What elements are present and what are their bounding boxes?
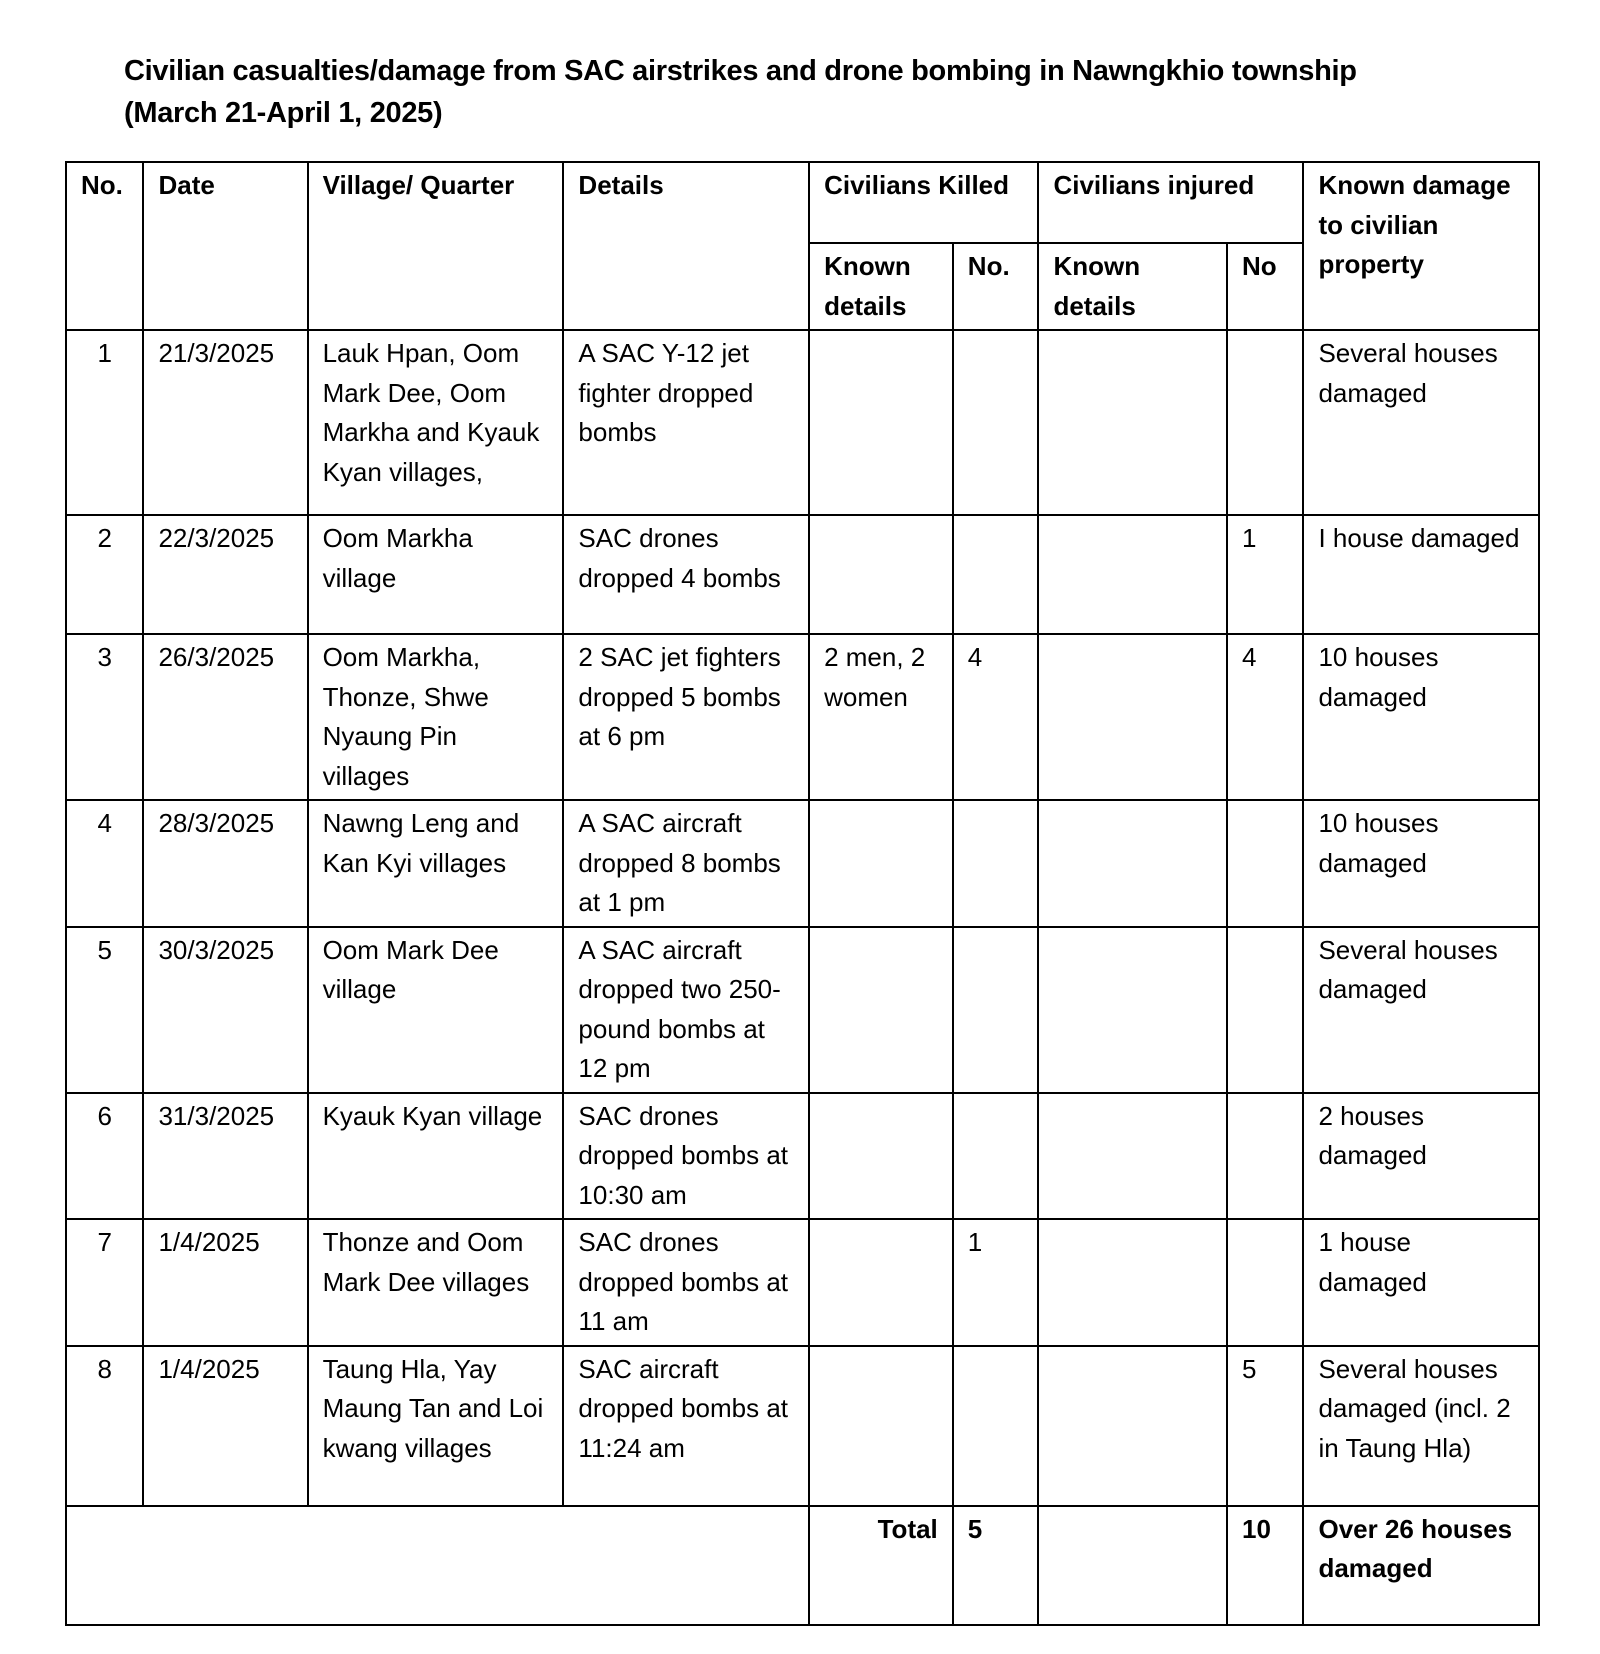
cell-damage: 1 house damaged [1303,1219,1539,1346]
header-civilians-killed: Civilians Killed [809,162,1038,243]
total-injured-known [1038,1506,1227,1625]
cell-damage: 2 houses damaged [1303,1093,1539,1220]
cell-damage: I house damaged [1303,515,1539,634]
total-damage: Over 26 houses damaged [1303,1506,1539,1625]
header-civilians-injured: Civilians injured [1038,162,1303,243]
header-killed-no: No. [953,243,1039,330]
cell-no: 8 [66,1346,143,1506]
cell-village: Nawng Leng and Kan Kyi villages [308,800,564,927]
cell-injured-no: 4 [1227,634,1303,800]
cell-details: A SAC aircraft dropped two 250-pound bombs at 12 pm [563,927,809,1093]
cell-killed-known [809,1093,953,1220]
cell-injured-no [1227,330,1303,515]
cell-village: Oom Markha, Thonze, Shwe Nyaung Pin villages [308,634,564,800]
cell-no: 4 [66,800,143,927]
cell-injured-known [1038,1346,1227,1506]
cell-injured-no: 1 [1227,515,1303,634]
cell-village: Oom Mark Dee village [308,927,564,1093]
header-killed-known-details: Known details [809,243,953,330]
table-row [66,1346,1539,1506]
cell-killed-known: 2 men, 2 women [809,634,953,800]
cell-killed-known [809,515,953,634]
cell-date: 30/3/2025 [143,927,307,1093]
cell-injured-no [1227,927,1303,1093]
header-property-damage: Known damage to civilian property [1303,162,1539,330]
cell-village: Taung Hla, Yay Maung Tan and Loi kwang villages [308,1346,564,1506]
cell-injured-known [1038,515,1227,634]
cell-injured-known [1038,330,1227,515]
header-details: Details [563,162,809,330]
cell-details: SAC drones dropped 4 bombs [563,515,809,634]
cell-killed-no [953,800,1039,927]
table-row [66,634,1539,800]
cell-killed-known [809,330,953,515]
cell-date: 31/3/2025 [143,1093,307,1220]
table-row [66,1093,1539,1220]
cell-injured-known [1038,634,1227,800]
cell-date: 22/3/2025 [143,515,307,634]
header-injured-known-details: Known details [1038,243,1227,330]
table-row [66,800,1539,927]
header-no: No. [66,162,143,330]
cell-injured-no [1227,800,1303,927]
document-title: Civilian casualties/damage from SAC airstrikes and drone bombing in Nawngkhio township (March 21-April 1, 2025) [124,55,1357,129]
cell-killed-no: 4 [953,634,1039,800]
total-injured-no: 10 [1227,1506,1303,1625]
cell-injured-known [1038,800,1227,927]
casualties-table [65,161,1540,1626]
header-village: Village/ Quarter [308,162,564,330]
cell-village: Thonze and Oom Mark Dee villages [308,1219,564,1346]
table-row [66,1219,1539,1346]
cell-no: 6 [66,1093,143,1220]
cell-details: A SAC Y-12 jet fighter dropped bombs [563,330,809,515]
cell-killed-known [809,1219,953,1346]
cell-damage: Several houses damaged [1303,927,1539,1093]
cell-killed-no [953,1346,1039,1506]
cell-injured-known [1038,927,1227,1093]
header-row-top [66,162,1539,243]
total-label: Total [809,1506,953,1625]
table-row [66,515,1539,634]
total-killed-no: 5 [953,1506,1039,1625]
cell-damage: Several houses damaged [1303,330,1539,515]
cell-date: 21/3/2025 [143,330,307,515]
total-row [66,1506,1539,1625]
cell-killed-no [953,1093,1039,1220]
cell-killed-known [809,800,953,927]
cell-injured-known [1038,1093,1227,1220]
cell-no: 2 [66,515,143,634]
cell-no: 5 [66,927,143,1093]
cell-killed-no: 1 [953,1219,1039,1346]
cell-injured-known [1038,1219,1227,1346]
cell-killed-no [953,330,1039,515]
table-row [66,330,1539,515]
cell-date: 28/3/2025 [143,800,307,927]
total-row-spacer [66,1506,809,1625]
header-date: Date [143,162,307,330]
cell-village: Lauk Hpan, Oom Mark Dee, Oom Markha and Kyauk Kyan villages, [308,330,564,515]
cell-details: 2 SAC jet fighters dropped 5 bombs at 6 pm [563,634,809,800]
cell-killed-known [809,1346,953,1506]
cell-details: SAC drones dropped bombs at 11 am [563,1219,809,1346]
header-injured-no: No [1227,243,1303,330]
cell-details: SAC aircraft dropped bombs at 11:24 am [563,1346,809,1506]
cell-damage: 10 houses damaged [1303,634,1539,800]
cell-details: A SAC aircraft dropped 8 bombs at 1 pm [563,800,809,927]
cell-injured-no [1227,1093,1303,1220]
cell-no: 7 [66,1219,143,1346]
cell-killed-no [953,515,1039,634]
cell-injured-no: 5 [1227,1346,1303,1506]
cell-damage: 10 houses damaged [1303,800,1539,927]
cell-date: 1/4/2025 [143,1346,307,1506]
cell-details: SAC drones dropped bombs at 10:30 am [563,1093,809,1220]
cell-injured-no [1227,1219,1303,1346]
cell-village: Oom Markha village [308,515,564,634]
cell-damage: Several houses damaged (incl. 2 in Taung Hla) [1303,1346,1539,1506]
table-row [66,927,1539,1093]
cell-date: 26/3/2025 [143,634,307,800]
cell-date: 1/4/2025 [143,1219,307,1346]
cell-no: 3 [66,634,143,800]
cell-killed-known [809,927,953,1093]
cell-no: 1 [66,330,143,515]
cell-village: Kyauk Kyan village [308,1093,564,1220]
cell-killed-no [953,927,1039,1093]
